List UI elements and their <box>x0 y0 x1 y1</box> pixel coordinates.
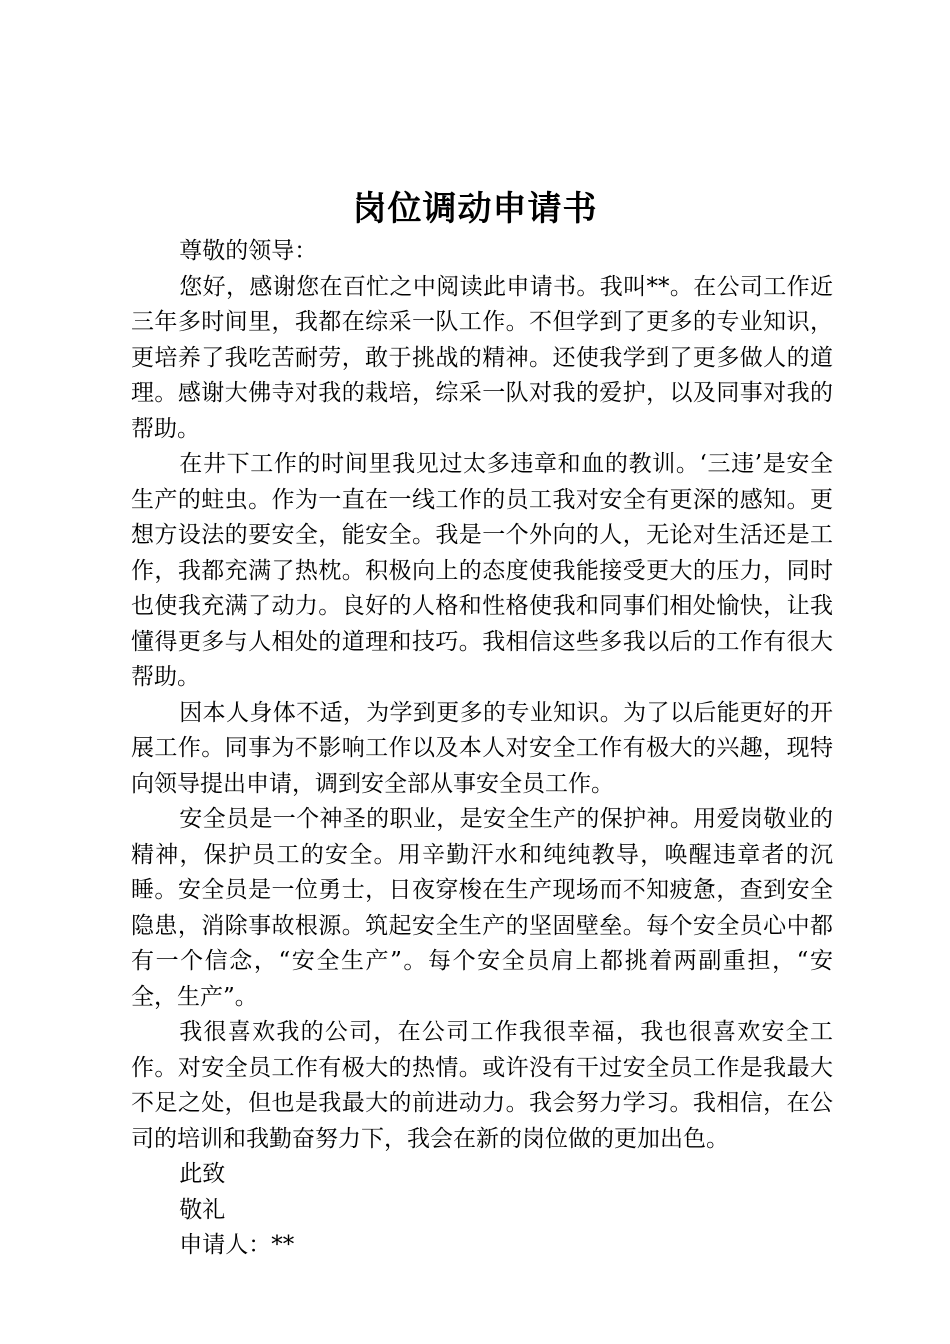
salutation: 尊敬的领导： <box>179 238 318 264</box>
closing-line-1: 此致 <box>179 1161 226 1187</box>
document-title: 岗位调动申请书 <box>352 189 598 229</box>
closing-line-2: 敬礼 <box>179 1196 226 1223</box>
document-body <box>131 234 833 1264</box>
paragraph-5: 我很喜欢我的公司，在公司工作我很幸福，我也很喜欢安全工作。对安全员工作有极大的热情。或许没有干过安全员工作是我最大不足之处，但也是我最大的前进动力。我会努力学习。我相信，在公司的培训和我勤奋努力下，我会在新的岗位做的更加出色。 <box>131 1019 833 1152</box>
paragraph-3: 因本人身体不适，为学到更多的专业知识。为了以后能更好的开展工作。同事为不影响工作以及本人对安全工作有极大的兴趣，现特向领导提出申请，调到安全部从事安全员工作。 <box>131 699 833 797</box>
paragraph-4: 安全员是一个神圣的职业，是安全生产的保护神。用爱岗敬业的精神，保护员工的安全。用辛勤汗水和纯纯教导，唤醒违章者的沉睡。安全员是一位勇士，日夜穿梭在生产现场而不知疲惫，查到安全隐患，消除事故根源。筑起安全生产的坚固壁垒。每个安全员心中都有一个信念，“安全生产”。每个安全员肩上都挑着两副重担，“安全，生产”。 <box>131 806 833 1010</box>
paragraph-1: 您好，感谢您在百忙之中阅读此申请书。我叫**。在公司工作近三年多时间里，我都在综采一队工作。不但学到了更多的专业知识，更培养了我吃苦耐劳，敢于挑战的精神。还使我学到了更多做人的道理。感谢大佛寺对我的栽培，综采一队对我的爱护，以及同事对我的帮助。 <box>131 273 833 442</box>
signature-line: 申请人：** <box>179 1232 295 1258</box>
paragraph-2: 在井下工作的时间里我见过太多违章和血的教训。‘三违’是安全生产的蛀虫。作为一直在一线工作的员工我对安全有更深的感知。更想方设法的要安全，能安全。我是一个外向的人，无论对生活还是工作，我都充满了热枕。积极向上的态度使我能接受更大的压力，同时也使我充满了动力。良好的人格和性格使我和同事们相处愉快，让我懂得更多与人相处的道理和技巧。我相信这些多我以后的工作有很大帮助。 <box>131 451 833 690</box>
